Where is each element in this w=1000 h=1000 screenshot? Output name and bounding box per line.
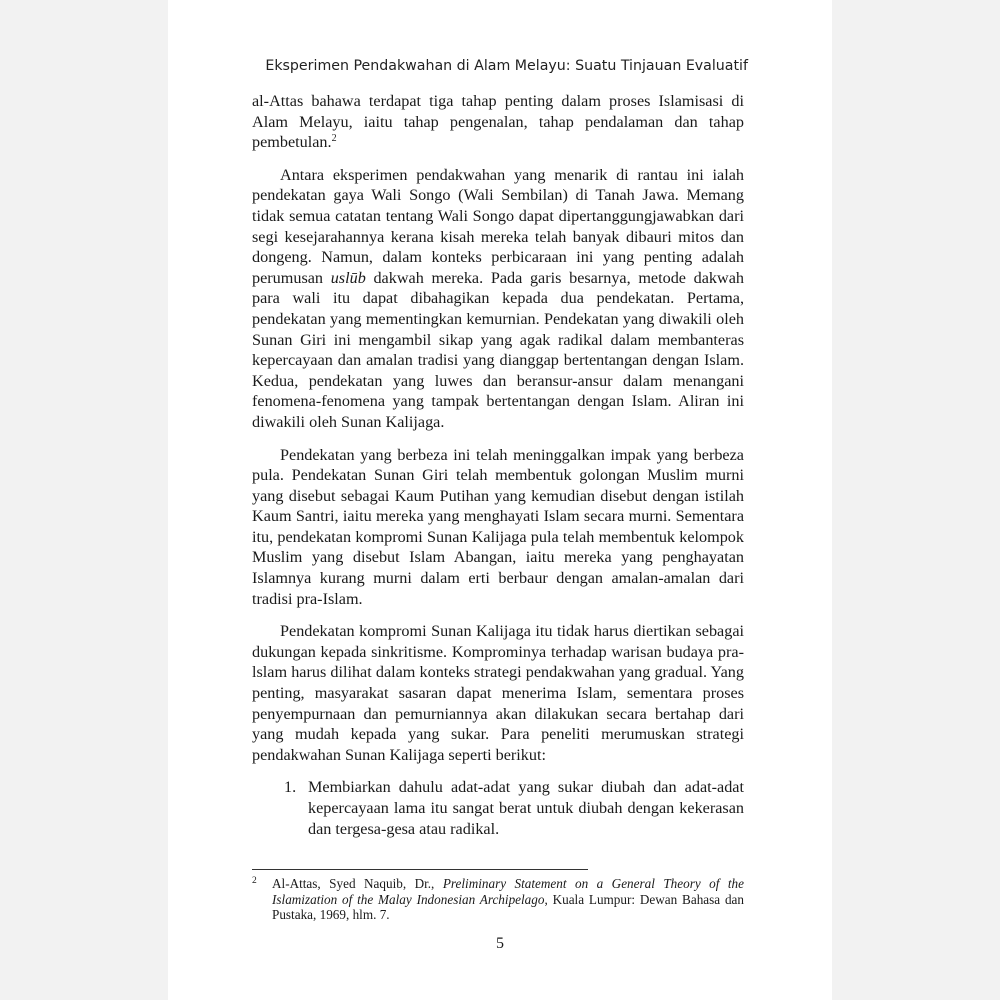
- footnote-text: [272, 876, 744, 923]
- list-item-text: Membiarkan dahulu adat-adat yang sukar diubah dan adat-adat kepercayaan lama itu sangat berat untuk diubah dengan kekerasan dan tergesa-gesa atau radikal.: [308, 778, 744, 838]
- strategy-list: [252, 777, 744, 839]
- list-item: [252, 777, 744, 839]
- paragraph-2-italic-term: uslūb: [330, 268, 366, 287]
- footnote-divider: [252, 869, 588, 870]
- paragraph-1-text: al-Attas bahawa terdapat tiga tahap penting dalam proses Islamisasi di Alam Melayu, iaitu tahap pengenalan, tahap pendalaman dan tahap pembetulan.: [252, 92, 744, 152]
- footnote-author: Al-Attas, Syed Naquib, Dr.,: [272, 876, 443, 891]
- footnote-reference[interactable]: 2: [331, 133, 337, 145]
- paragraph-4: Pendekatan kompromi Sunan Kalijaga itu tidak harus diertikan sebagai dukungan kepada sinkritisme. Komprominya terhadap warisan budaya pra-lslam harus dilihat dalam konteks strategi pendakwahan yang gradual. Yang penting, masyarakat sasaran dapat menerima Islam, sementara proses penyempurnaan dan pemurniannya akan dilakukan secara bertahap dari yang mudah kepada yang sukar. Para peneliti merumuskan strategi pendakwahan Sunan Kalijaga seperti berikut:: [252, 622, 744, 764]
- paragraph-2-text-after: dakwah mereka. Pada garis besarnya, metode dakwah para wali itu dapat dibahagikan kepada dua pendekatan. Pertama, pendekatan yang mementingkan kemurnian. Pendekatan yang diwakili oleh Sunan Giri ini mengambil sikap yang agak radikal dalam membanteras kepercayaan dan amalan tradisi yang dianggap bertentangan dengan Islam. Kedua, pendekatan yang luwes dan beransur-ansur dalam menangani fenomena-fenomena yang tampak bertentangan dengan Islam. Aliran ini diwakili oleh Sunan Kalijaga.: [252, 268, 744, 431]
- list-item-number: 1.: [284, 778, 297, 797]
- book-page: [168, 0, 832, 1000]
- running-head: Eksperimen Pendakwahan di Alam Melayu: Suatu Tinjauan Evaluatif: [265, 58, 748, 74]
- paragraph-3: Pendekatan yang berbeza ini telah meninggalkan impak yang berbeza pula. Pendekatan Sunan Giri telah membentuk golongan Muslim murni yang disebut sebagai Kaum Putihan yang kemudian disebut dengan istilah Kaum Santri, iaitu mereka yang menghayati Islam secara murni. Sementara itu, pendekatan kompromi Sunan Kalijaga pula telah membentuk kelompok Muslim yang disebut Islam Abangan, iaitu mereka yang penghayatan Islamnya kurang murni dalam erti berbaur dengan amalan-amalan dari tradisi pra-Islam.: [252, 445, 744, 608]
- footnote-mark: 2: [252, 876, 257, 886]
- paragraph-2-text-before: Antara eksperimen pendakwahan yang menarik di rantau ini ialah pendekatan gaya Wali Songo (Wali Sembilan) di Tanah Jawa. Memang tidak semua catatan tentang Wali Songo dapat dipertanggungjawabkan dari segi kesejarahannya kerana kisah mereka telah banyak dibauri mitos dan dongeng. Namun, dalam konteks perbicaraan ini yang penting adalah perumusan: [252, 165, 744, 287]
- footnote-publication: , Kuala Lumpur: Dewan Bahasa dan Pustaka, 1969, hlm. 7.: [272, 891, 744, 923]
- footnote: [252, 876, 744, 923]
- body-text: [252, 91, 744, 839]
- page-number: 5: [496, 935, 504, 952]
- paragraph-1: [252, 91, 744, 153]
- paragraph-2: [252, 165, 744, 433]
- footnote-title: Preliminary Statement on a General Theory of the Islamization of the Malay Indonesian Archipelago: [272, 876, 744, 907]
